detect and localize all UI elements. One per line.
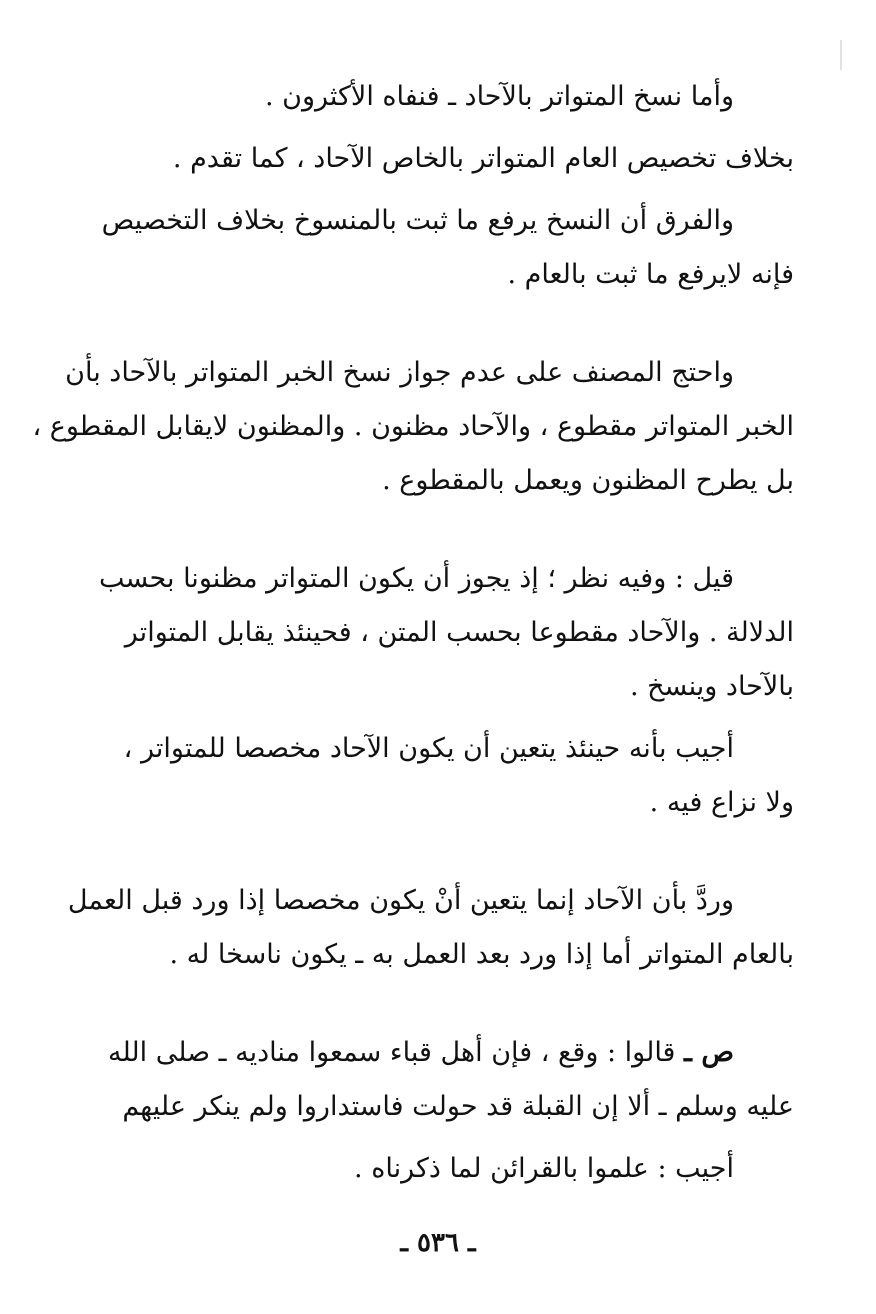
paragraph-2: [128, 132, 794, 186]
scan-margin-mark: [840, 40, 842, 70]
page-number: ـ ٥٣٦ ـ: [400, 1228, 476, 1258]
paragraph-3-line-2: فإنه لايرفع ما ثبت بالعام .: [507, 259, 794, 290]
paragraph-5-line-2: الدلالة . والآحاد مقطوعا بحسب المتن ، فحينئذ يقابل المتواتر: [124, 617, 794, 648]
text-column: [32, 70, 794, 1196]
paragraph-8-line-1: [108, 1026, 794, 1080]
paragraph-7-line-2: بالعام المتواتر أما إذا ورد بعد العمل به ـ يكون ناسخا له .: [169, 939, 794, 970]
paragraph-4-line-1: واحتج المصنف على عدم جواز نسخ الخبر المتواتر بالآحاد بأن: [65, 357, 734, 388]
paragraph-3-line-1: والفرق أن النسخ يرفع ما ثبت بالمنسوخ بخلاف التخصيص: [101, 205, 734, 236]
paragraph-8-line-1-text: قالوا : وقع ، فإن أهل قباء سمعوا مناديه ـ صلى الله: [108, 1037, 676, 1068]
paragraph-5: [98, 552, 794, 714]
paragraph-1: [128, 70, 794, 124]
paragraph-6-line-1: أجيب بأنه حينئذ يتعين أن يكون الآحاد مخصصا للمتواتر ،: [123, 733, 734, 764]
paragraph-4-line-3: بل يطرح المظنون ويعمل بالمقطوع .: [382, 465, 794, 496]
paragraph-6-line-2: ولا نزاع فيه .: [649, 787, 794, 818]
section-label: ص ـ: [684, 1037, 734, 1068]
paragraph-5-line-1: قيل : وفيه نظر ؛ إذ يجوز أن يكون المتواتر مظنونا بحسب: [98, 563, 734, 594]
paragraph-9: [128, 1142, 794, 1196]
paragraph-9-line-1: أجيب : علموا بالقرائن لما ذكرناه .: [354, 1153, 734, 1184]
paragraph-7: [67, 874, 794, 982]
paragraph-8-line-2: عليه وسلم ـ ألا إن القبلة قد حولت فاستداروا ولم ينكر عليهم: [122, 1091, 794, 1122]
paragraph-5-line-3: بالآحاد وينسخ .: [629, 671, 794, 702]
paragraph-2-line-1: بخلاف تخصيص العام المتواتر بالخاص الآحاد ، كما تقدم .: [172, 143, 794, 174]
paragraph-7-line-1: وردَّ بأن الآحاد إنما يتعين أنْ يكون مخصصا إذا ورد قبل العمل: [67, 885, 734, 916]
paragraph-6: [123, 722, 794, 830]
paragraph-8: [108, 1026, 794, 1134]
paragraph-4: [32, 346, 794, 508]
paragraph-4-line-2: الخبر المتواتر مقطوع ، والآحاد مظنون . والمظنون لايقابل المقطوع ،: [32, 411, 794, 442]
paragraph-1-line-1: وأما نسخ المتواتر بالآحاد ـ فنفاه الأكثرون .: [264, 81, 734, 112]
paragraph-3: [101, 194, 794, 302]
